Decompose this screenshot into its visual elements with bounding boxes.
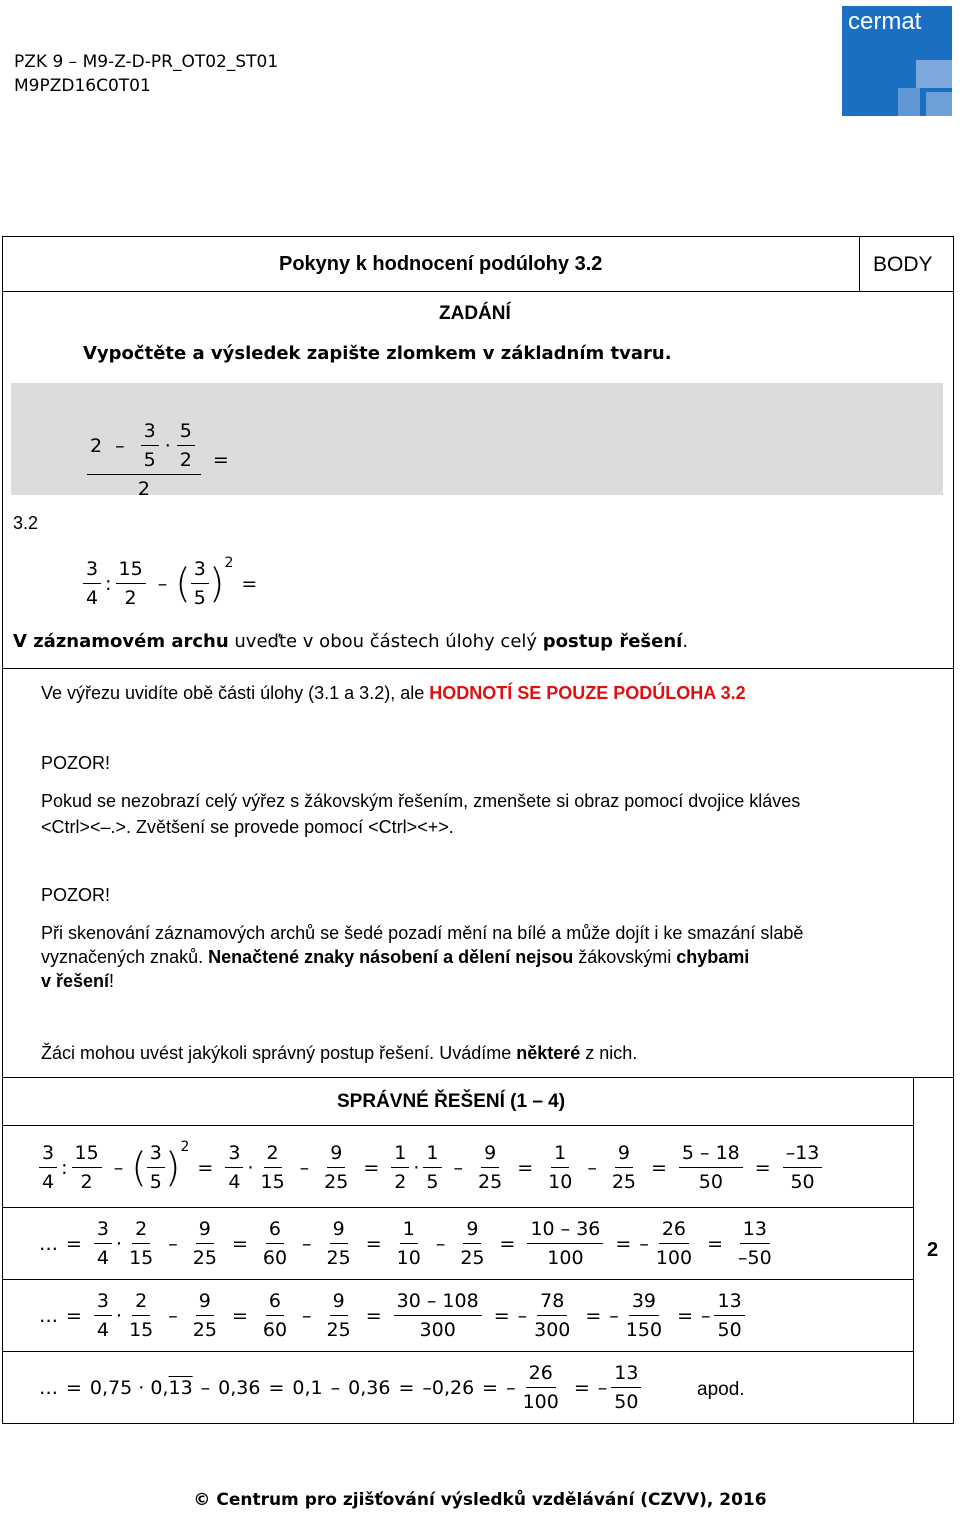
warning-1-title: POZOR! [41, 753, 111, 773]
solution-row-1: $\frac{3}{4}$ : $\frac{15}{2}$ – ( $\frac{3}{5}$ ) $^2$ = $\frac{3}{4}$ · $\frac{2}{15}$ – $\frac{9}{25}$ = $\frac{1}{2}$ · $\frac{1}{5}$ – $\frac{9}{25}$ = $\frac{1}{10}$ – $\frac{9}{25}$ = $\frac{5 - 18}{50}$ = $\frac{-13}{50}$ [35, 1139, 826, 1196]
points-header: BODY [873, 253, 933, 276]
footer-copyright: © Centrum pro zjišťování výsledků vzdělávání (CZVV), 2016 [193, 1490, 767, 1510]
task-instruction: Vypočtěte a výsledek zapište zlomkem v základním tvaru. [83, 343, 672, 364]
document-header [14, 50, 278, 98]
label-3-2: 3.2 [13, 513, 39, 533]
apod-label: apod. [697, 1379, 745, 1400]
archive-note: V záznamovém archu uveďte v obou částech úlohy celý postup řešení. [13, 631, 689, 652]
grading-table [2, 236, 954, 1424]
warning-2-title: POZOR! [41, 885, 111, 905]
cermat-logo [842, 6, 952, 116]
task-3-2-expression: $\frac{3}{4}$ : $\frac{15}{2}$ – ( $\frac{3}{5}$ ) $^2$ = [79, 555, 265, 612]
points-value: 2 [927, 1239, 939, 1261]
solution-row-2: … = $\frac{3}{4}$ · $\frac{2}{15}$ – $\frac{9}{25}$ = $\frac{6}{60}$ – $\frac{9}{25}$ = $\frac{1}{10}$ – $\frac{9}{25}$ = $\frac{10 - 36}{100}$ = – $\frac{26}{100}$ = $\frac{13}{-50}$ [39, 1215, 779, 1272]
zadani-heading: ZADÁNÍ [439, 303, 511, 324]
task-3-1-expression: 2 – $\frac{3}{5}$ · $\frac{5}{2}$ 2 = [83, 417, 237, 503]
solution-row-4: … = 0,75 · 0,13 – 0,36 = 0,1 – 0,36 = –0,26 = – $\frac{26}{100}$ = – $\frac{13}{50}$ [39, 1359, 645, 1416]
students-note: Žáci mohou uvést jakýkoli správný postup řešení. Uvádíme některé z nich. [41, 1043, 638, 1063]
solution-row-3: … = $\frac{3}{4}$ · $\frac{2}{15}$ – $\frac{9}{25}$ = $\frac{6}{60}$ – $\frac{9}{25}$ = $\frac{30 - 108}{300}$ = – $\frac{78}{300}$ = – $\frac{39}{150}$ = – $\frac{13}{50}$ [39, 1287, 749, 1344]
warning-2-line2: vyznačených znaků. Nenačtené znaky násobení a dělení nejsou žákovskými chybami [41, 947, 750, 967]
warning-2-line3: v řešení! [41, 971, 115, 991]
logo-text: cermat [848, 8, 922, 35]
cut-note: Ve výřezu uvidíte obě části úlohy (3.1 a 3.2), ale HODNOTÍ SE POUZE PODÚLOHA 3.2 [41, 683, 746, 703]
warning-1-line2: <Ctrl><–.>. Zvětšení se provede pomocí <Ctrl><+>. [41, 817, 454, 837]
warning-2-line1: Při skenování záznamových archů se šedé pozadí mění na bílé a může dojít i ke smazání slabě [41, 923, 804, 943]
header-code-line1: PZK 9 – M9-Z-D-PR_OT02_ST01 [14, 52, 279, 72]
header-code-line2: M9PZD16C0T01 [14, 76, 151, 96]
solutions-heading: SPRÁVNÉ ŘEŠENÍ (1 – 4) [337, 1091, 566, 1112]
table-title: Pokyny k hodnocení podúlohy 3.2 [279, 253, 603, 275]
warning-1-line1: Pokud se nezobrazí celý výřez s žákovským řešením, zmenšete si obraz pomocí dvojice kláves [41, 791, 801, 811]
